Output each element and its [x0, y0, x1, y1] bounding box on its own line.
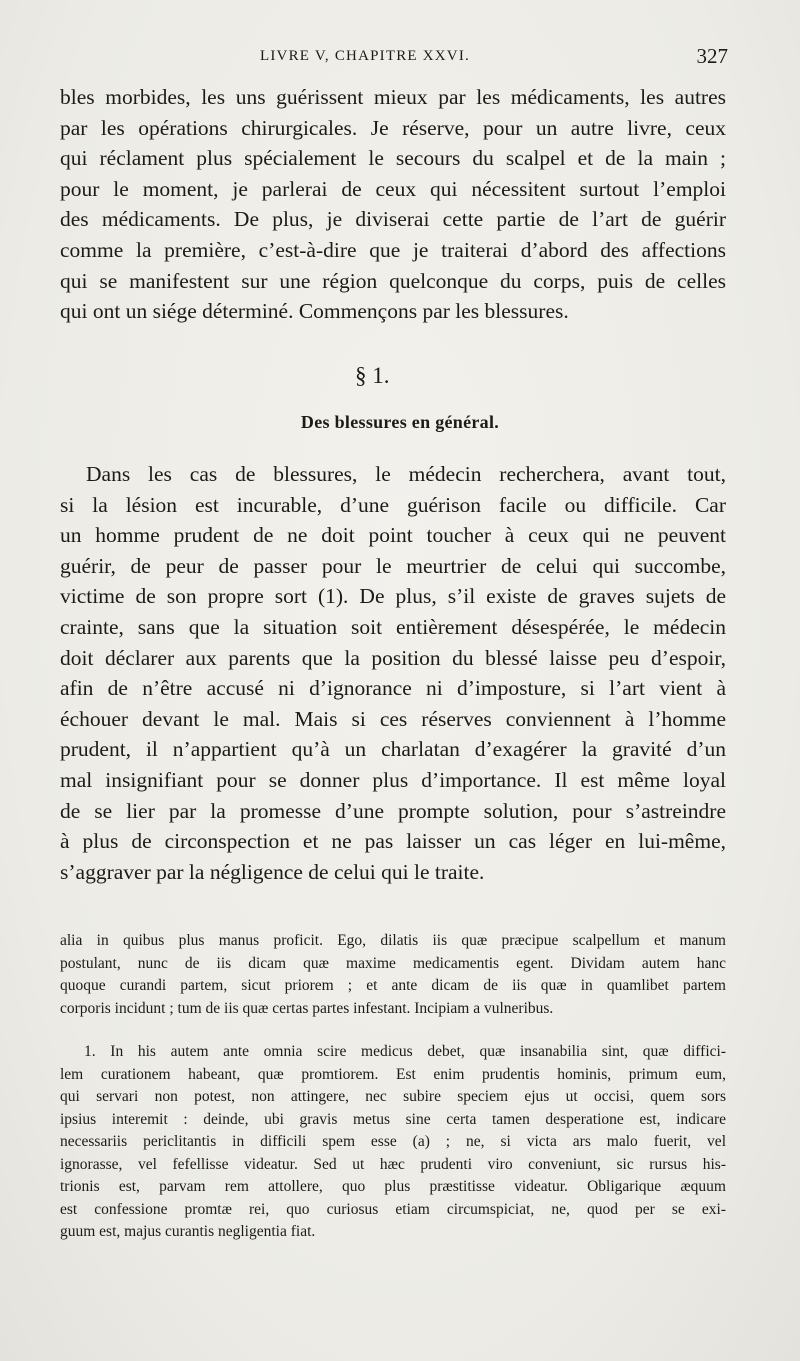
text-line: s’aggraver par la négligence de celui qui le traite.	[60, 859, 485, 884]
latin-line: postulant, nunc de iis dicam quæ maxime medicamentis egent. Dividam autem hanc	[60, 954, 726, 972]
french-paragraph-wounds	[60, 459, 726, 887]
text-line: échouer devant le mal. Mais si ces réserves conviennent à l’homme	[60, 706, 726, 731]
text-line: doit déclarer aux parents que la position du blessé laisse peu d’espoir,	[60, 645, 726, 670]
text-line: crainte, sans que la situation soit entièrement désespérée, le médecin	[60, 614, 726, 639]
section-title: Des blessures en général.	[300, 412, 500, 432]
latin-line: ignorasse, vel fefellisse videatur. Sed ut hæc prudenti viro conveniunt, sic rursus his-	[60, 1155, 726, 1173]
text-line: mal insignifiant pour se donner plus d’importance. Il est même loyal	[60, 767, 726, 792]
text-line: afin de n’être accusé ni d’ignorance ni d’imposture, si l’art vient à	[60, 676, 726, 701]
text-line: à plus de circonspection et ne pas laisser un cas léger en lui-même,	[60, 829, 726, 854]
running-head: LIVRE V, CHAPITRE XXVI.	[260, 48, 470, 64]
section-mark: § 1.	[355, 363, 390, 388]
text-line: un homme prudent de ne doit point toucher à ceux qui ne peuvent	[60, 523, 726, 548]
latin-line: corporis incidunt ; tum de iis quæ certas partes infestant. Incipiam a vulneribus.	[60, 999, 554, 1017]
latin-paragraph-wounds	[60, 1041, 726, 1244]
text-line: comme la première, c’est-à-dire que je traiterai d’abord des affections	[60, 237, 726, 262]
text-line: par les opérations chirurgicales. Je réserve, pour un autre livre, ceux	[60, 115, 726, 140]
latin-line: quoque curandi partem, sicut priorem ; et ante dicam de iis quæ in quamlibet partem	[60, 977, 726, 994]
text-line: bles morbides, les uns guérissent mieux par les médicaments, les autres	[60, 85, 726, 109]
latin-line: lem curationem habeant, quæ promtiorem. Est enim prudentis hominis, primum eum,	[60, 1065, 726, 1083]
latin-line: qui servari non potest, non attingere, nec subire speciem ejus ut occisi, quem sors	[60, 1088, 726, 1105]
text-line: de se lier par la promesse d’une prompte solution, pour s’astreindre	[60, 798, 726, 823]
text-line: qui réclament plus spécialement le secours du scalpel et de la main ;	[60, 146, 726, 171]
text-line: qui se manifestent sur une région quelconque du corps, puis de celles	[60, 268, 726, 293]
page-number: 327	[696, 44, 728, 68]
text-line: victime de son propre sort (1). De plus, s’il existe de graves sujets de	[60, 584, 726, 609]
latin-line: est confessione promtæ rei, quo curiosus etiam circumspiciat, ne, quod per se exi-	[60, 1200, 726, 1218]
page-header	[60, 44, 728, 74]
latin-line: guum est, majus curantis negligentia fiat.	[60, 1223, 316, 1240]
latin-line: 1. In his autem ante omnia scire medicus debet, quæ insanabilia sint, quæ diffici-	[84, 1043, 726, 1060]
latin-line: trionis est, parvam rem attollere, quo plus præstitisse videatur. Obligarique æquum	[60, 1178, 726, 1195]
text-line: pour le moment, je parlerai de ceux qui nécessitent surtout l’emploi	[60, 176, 726, 201]
latin-line: alia in quibus plus manus proficit. Ego, dilatis iis quæ præcipue scalpellum et manum	[60, 932, 726, 949]
text-line: prudent, il n’appartient qu’à un charlatan d’exagérer la gravité d’un	[60, 737, 726, 762]
text-line: des médicaments. De plus, je diviserai cette partie de l’art de guérir	[60, 207, 726, 232]
text-line: si la lésion est incurable, d’une guérison facile ou difficile. Car	[60, 492, 726, 517]
latin-line: necessariis periclitantis in difficili spem esse (a) ; ne, si victa ars malo fuerit, vel	[60, 1133, 726, 1150]
latin-line: ipsius interemit : deinde, ubi gravis metus sine certa tamen desperatione est, indicare	[60, 1110, 726, 1128]
french-paragraph-intro	[60, 82, 726, 327]
text-line: qui ont un siége déterminé. Commençons par les blessures.	[60, 299, 569, 324]
text-line: guérir, de peur de passer pour le meurtrier de celui qui succombe,	[60, 553, 726, 578]
latin-paragraph-intro	[60, 930, 726, 1020]
text-line: Dans les cas de blessures, le médecin recherchera, avant tout,	[86, 462, 726, 486]
